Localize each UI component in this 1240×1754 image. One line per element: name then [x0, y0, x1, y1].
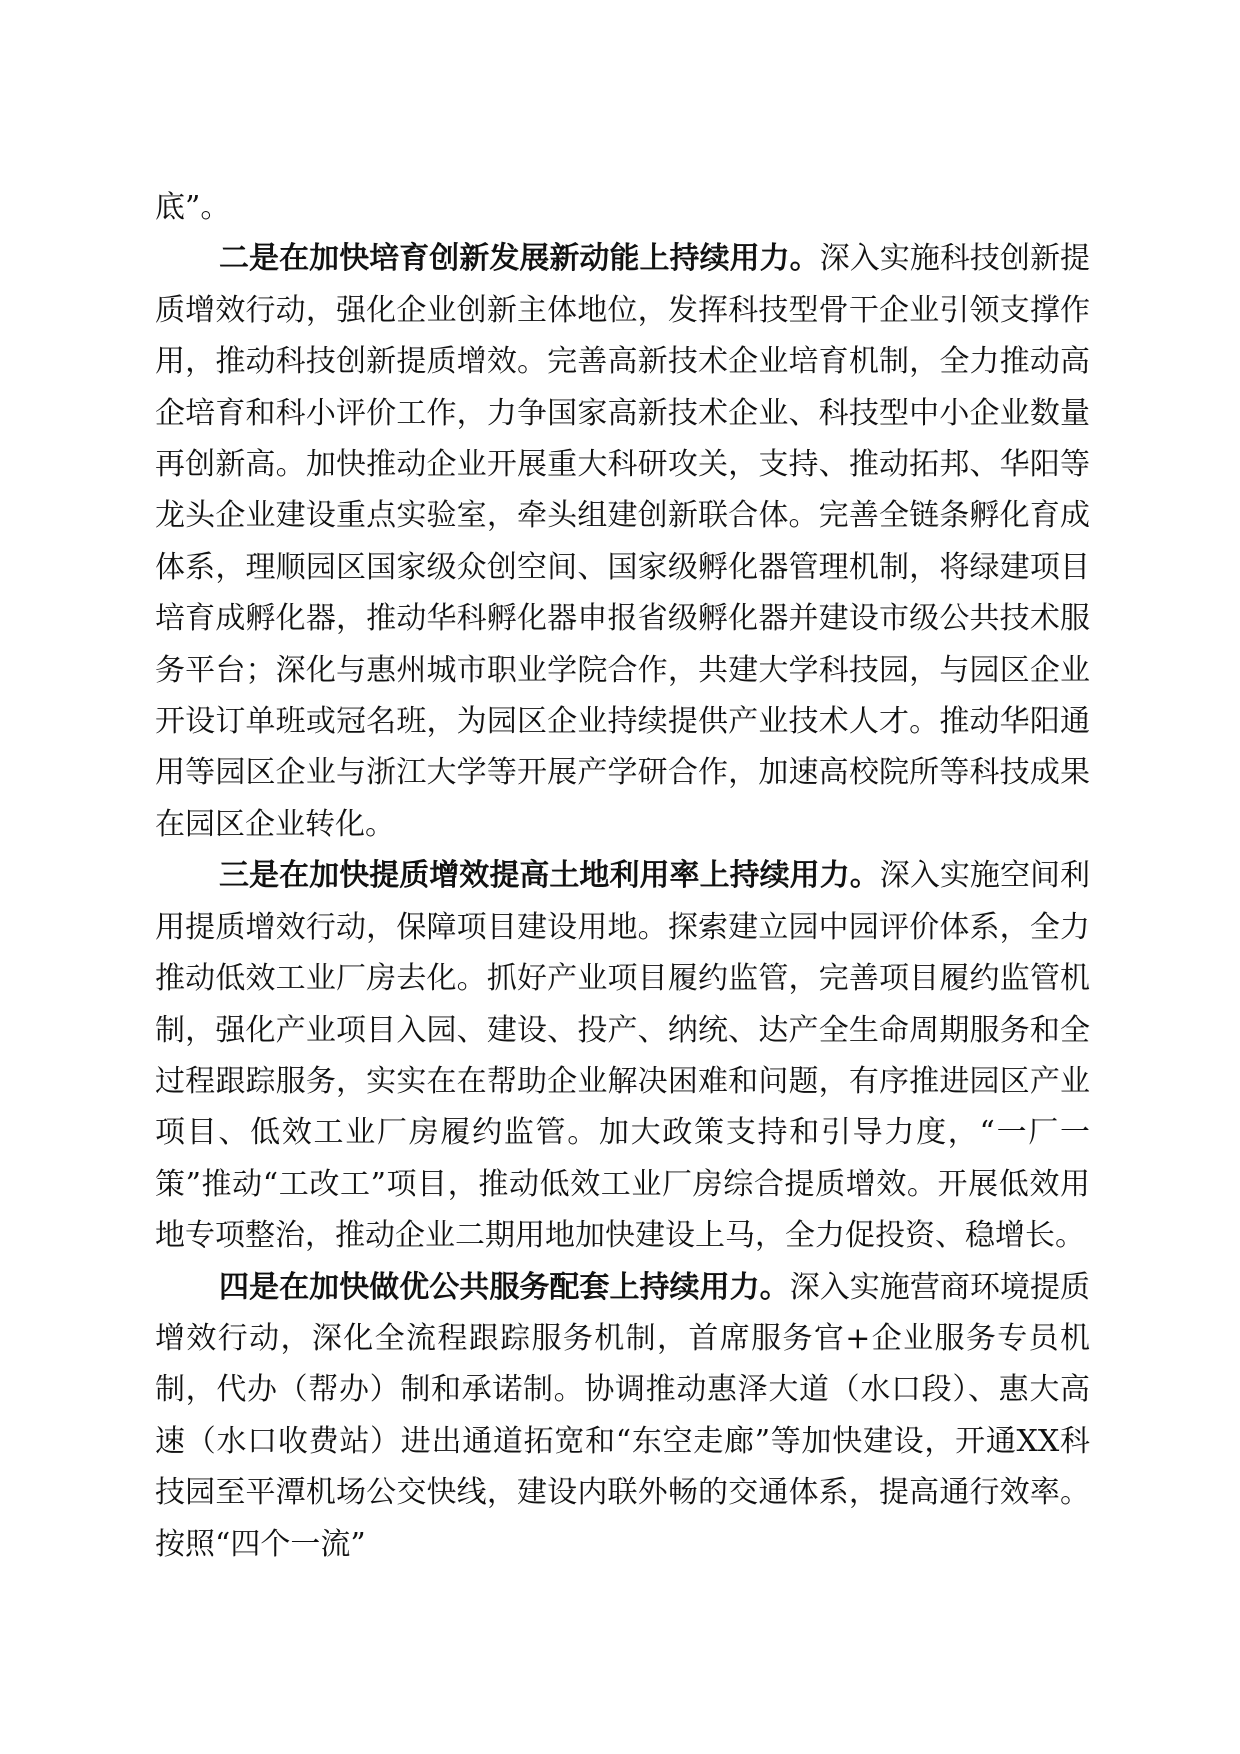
paragraph-public-services	[155, 1262, 1090, 1570]
paragraph-body: 底”。	[155, 190, 231, 225]
paragraph-continuation	[155, 182, 1090, 233]
paragraph-lead: 三是在加快提质增效提高土地利用率上持续用力。	[219, 858, 880, 894]
paragraph-lead: 四是在加快做优公共服务配套上持续用力。	[219, 1269, 790, 1305]
paragraph-land-use	[155, 850, 1090, 1261]
paragraph-body: 深入实施营商环境提质增效行动，深化全流程跟踪服务机制，首席服务官+企业服务专员机制，代办（帮办）制和承诺制。协调推动惠泽大道（水口段）、惠大高速（水口收费站）进出通道拓宽和“东空走廊”等加快建设，开通XX科技园至平潭机场公交快线，建设内联外畅的交通体系，提高通行效率。按照“四个一流”	[155, 1269, 1091, 1562]
document-body	[155, 182, 1090, 1570]
paragraph-innovation	[155, 233, 1090, 850]
paragraph-body: 深入实施空间利用提质增效行动，保障项目建设用地。探索建立园中园评价体系，全力推动低效工业厂房去化。抓好产业项目履约监管，完善项目履约监管机制，强化产业项目入园、建设、投产、纳统、达产全生命周期服务和全过程跟踪服务，实实在在帮助企业解决困难和问题，有序推进园区产业项目、低效工业厂房履约监管。加大政策支持和引导力度，“一厂一策”推动“工改工”项目，推动低效工业厂房综合提质增效。开展低效用地专项整治，推动企业二期用地加快建设上马，全力促投资、稳增长。	[155, 858, 1091, 1254]
paragraph-lead: 二是在加快培育创新发展新动能上持续用力。	[219, 241, 820, 277]
paragraph-body: 深入实施科技创新提质增效行动，强化企业创新主体地位，发挥科技型骨干企业引领支撑作用，推动科技创新提质增效。完善高新技术企业培育机制，全力推动高企培育和科小评价工作，力争国家高新技术企业、科技型中小企业数量再创新高。加快推动企业开展重大科研攻关，支持、推动拓邦、华阳等龙头企业建设重点实验室，牵头组建创新联合体。完善全链条孵化育成体系，理顺园区国家级众创空间、国家级孵化器管理机制，将绿建项目培育成孵化器，推动华科孵化器申报省级孵化器并建设市级公共技术服务平台；深化与惠州城市职业学院合作，共建大学科技园，与园区企业开设订单班或冠名班，为园区企业持续提供产业技术人才。推动华阳通用等园区企业与浙江大学等开展产学研合作，加速高校院所等科技成果在园区企业转化。	[155, 241, 1091, 842]
